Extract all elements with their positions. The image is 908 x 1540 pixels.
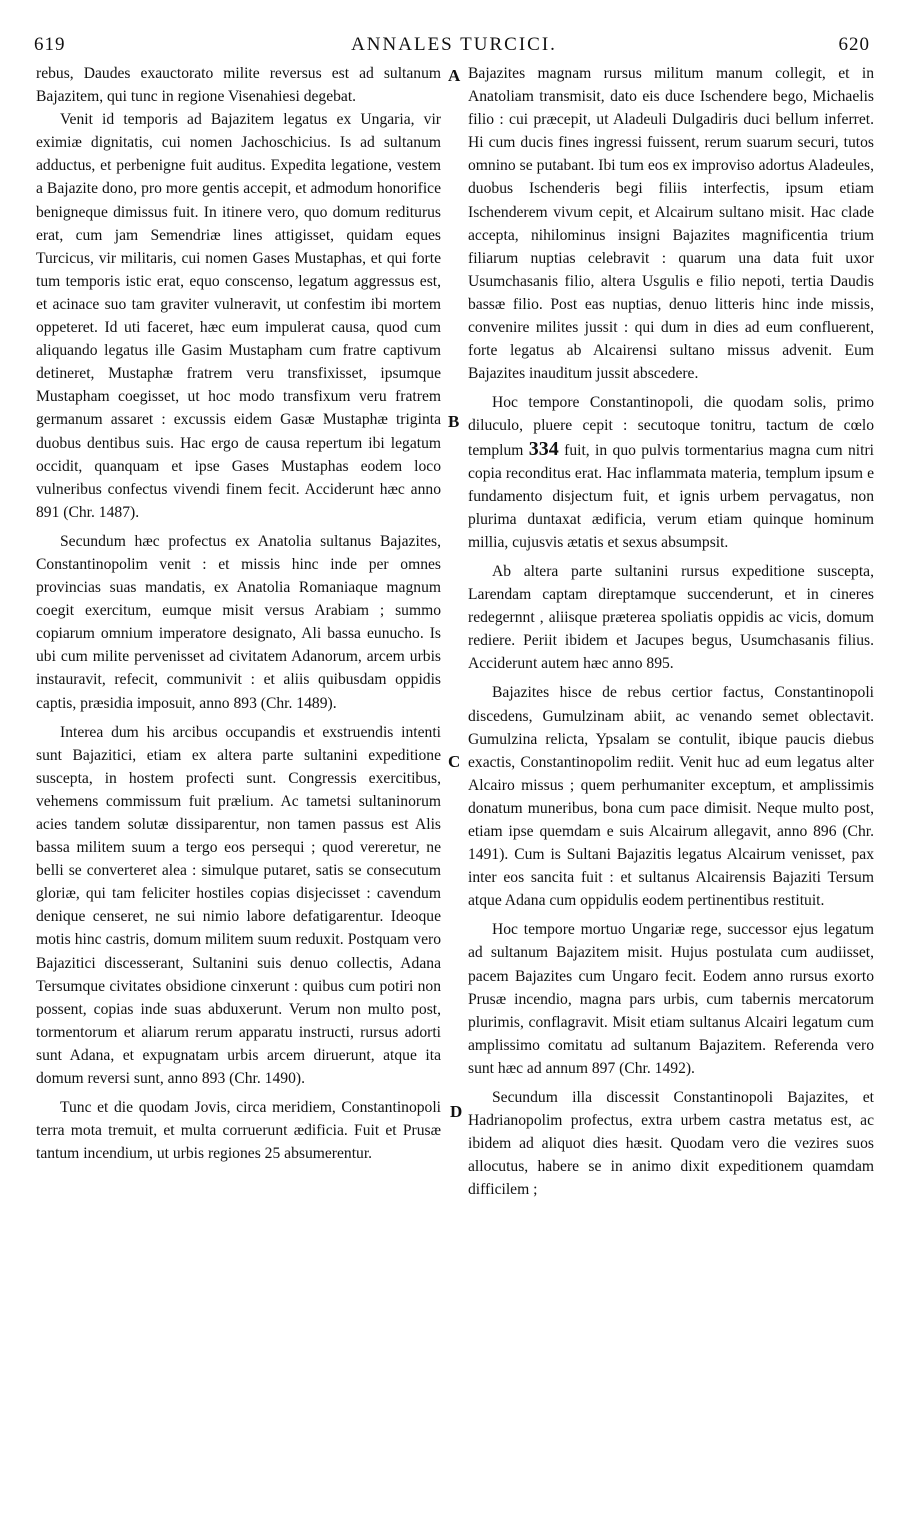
paragraph bbox=[468, 391, 874, 554]
left-text-column bbox=[36, 62, 441, 1165]
running-title: ANNALES TURCICI. bbox=[351, 34, 557, 55]
margin-mark-b: B bbox=[448, 412, 460, 431]
paragraph: Tunc et die quodam Jovis, circa meridiem, Constantinopoli terra mota tremuit, et multa corruerunt ædificia. Fuit et Prusæ tantum incendium, ut urbis regiones 25 absumerentur. bbox=[36, 1099, 441, 1163]
paragraph: Bajazites hisce de rebus certior factus, Constantinopoli discedens, Gumulzinam abiit, ac venando semet oblectavit. Gumulzina relicta, Ypsalam se contulit, ibique paucis diebus exactis, Constantinopolim rediit. Venit huc ad eum legatus alter Alcairo missus ; quem perhumaniter exceptum, et amplissimis donatum muneribus, bona cum pace dimisit. Neque multo post, etiam ipse quemdam e suis Alcairum allegavit, anno 896 (Chr. 1491). Cum is Sultani Bajazitis legatus Alcairum venisset, pax inter eos sancita fuit : et sultanus Alcairensis Bajaziti Tersum atque Adana cum oppidulis eodem pertinentibus restituit. bbox=[468, 684, 874, 910]
margin-mark-a: A bbox=[448, 66, 461, 85]
paragraph: Secundum illa discessit Constantinopoli Bajazites, et Hadrianopolim profectus, extra urbem castra metatus est, ac ibidem ad aliquot dies hæsit. Quodam vero die vezires suos allocutus, habere se in animo dixit expeditionem quamdam difficilem ; bbox=[468, 1089, 874, 1199]
margin-mark-c: C bbox=[448, 752, 461, 771]
paragraph: rebus, Daudes exauctorato milite reversus est ad sultanum Bajazitem, qui tunc in regione Visenahiesi degebat. bbox=[36, 65, 441, 106]
right-text-column bbox=[468, 62, 874, 1202]
original-page-number: 334 bbox=[528, 437, 559, 460]
paragraph: Bajazites magnam rursus militum manum collegit, et in Anatoliam transmisit, dato eis duce Ischendere bego, Michaelis filio : cui præcepit, ut Aladeuli Dulgadiris duci bellum inferret. Hi cum ducis fines ingressi fuissent, rerum suarum securi, tutos omnino se putabant. Ibi tum eos ex improviso adortus Aladeules, duobus Ischenderis begi filiis interfectis, ipsum etiam Ischenderem vivum cepit, et Alcairum sultano misit. Hac clade accepta, nihilominus insigni Bajazites magnificentia trium filiarum nuptias celebravit : quarum una data fuit uxor Usumchasanis filio, altera Usgulis e filio nepoti, tertia Daudis bassæ filio. Post eas nuptias, denuo litteris hinc inde missis, convenire milites jussit : qui dum in dies ad eum confluerent, forte legatus ab Alcairensi sultano missus advenit. Eum Bajazites inauditum jussit abscedere. bbox=[468, 65, 874, 383]
paragraph: Secundum hæc profectus ex Anatolia sultanus Bajazites, Constantinopolim venit : et missis hinc inde per omnes provincias suas mandatis, ex Anatolia Romaniaque magnum coegit exercitum, eumque misit versus Arabiam ; summo copiarum omnium imperatore designato, Ali bassa eunucho. Is ubi cum milite pervenisset ad civitatem Adanorum, arcem urbis instauravit, refecit, communivit : et aliis quibusdam oppidis captis, præsidia imposuit, anno 893 (Chr. 1489). bbox=[36, 532, 441, 712]
margin-mark-d: D bbox=[450, 1102, 463, 1121]
paragraph: Ab altera parte sultanini rursus expeditione suscepta, Larendam captam direptamque succenderunt, et in cineres redegernnt , aliisque præterea spoliatis oppidis ac vicis, domum rediere. Periit ibidem et Jacupes begus, Usumchasanis filius. Acciderunt autem hæc anno 895. bbox=[468, 562, 874, 673]
paragraph: Venit id temporis ad Bajazitem legatus ex Ungaria, vir eximiæ dignitatis, cui nomen Jachoschicius. Is ad sultanum adductus, et perbenigne fuit auditus. Expedita legatione, vestem a Bajazite dono, pro more gentis accepit, et admodum honorifice benigneque dimissus fuit. In itinere vero, quo domum rediturus erat, cum jam Semendriæ lines attigisset, quidam eques Turcicus, vir militaris, cui nomen Gases Mustaphas, et qui forte tum temporis istic erat, equo conscenso, legatum aggressus est, et acinace suo tam graviter vulneravit, ut confestim ibi mortem oppeteret. Id uti faceret, hæc eum impulerat causa, quod cum aliquando legatus ille Gasim Mustapham cum fratre captivum detineret, Mustaphæ fratrem veru transfixisset, ipsumque Mustapham coegisset, ut hoc modo transfixum veru fratrem germanum assaret : excussis eidem Gasæ Mustaphæ triginta duobus dentibus suis. Hac ergo de causa repertum ibi legatum occidit, quanquam et ipse Gases Mustaphas eodem loco vulneribus confectus vivendi finem fecit. Acciderunt hæc anno 891 (Chr. 1487). bbox=[36, 111, 441, 521]
paragraph: Hoc tempore mortuo Ungariæ rege, successor ejus legatum ad sultanum Bajazitem misit. Hujus postulata cum audiisset, pacem Bajazites cum Ungaro fecit. Eodem anno rursus exorto Prusæ incendio, magna pars urbis, cum tabernis mercatorum plurimis, conflagravit. Misit etiam sultanus Alcairi legatum cum amplissimo comitatu ad sultanum Bajazitem. Referenda vero sunt hæc ad annum 897 (Chr. 1492). bbox=[468, 921, 874, 1077]
right-page-number: 620 bbox=[838, 34, 870, 55]
paragraph-text: fuit, in quo pulvis tormentarius magna cum nitri copia reconditus erat. Hac inflammata materia, templum ipsum e fundamento disjectum fuit, et ignis urbem pervagatus, non plurima duntaxat ædificia, verum etiam quinque hominum millia, cujusvis ætatis et sexus absumpsit. bbox=[468, 441, 874, 551]
paragraph-text: Hoc tempore Constantinopoli, die quodam solis, primo diluculo, pluere cepit : secutoque tonitru, tactum de cœlo templum bbox=[468, 394, 874, 459]
paragraph: Interea dum his arcibus occupandis et exstruendis intenti sunt Bajazitici, etiam ex altera parte sultanini expeditione suscepta, in hostem profecti sunt. Congressis exercitibus, vehemens commissum fuit prælium. Ac tametsi sultaninorum acies tandem solutæ dissiparentur, non tamen passus est Alis bassa militem suum a tergo eos persequi ; quod vereretur, ne belli se converteret alea : simulque putaret, satis se consecutum gloriæ, qui tam feliciter hostiles copias disjecisset : cavendum denique censeret, ne sui nimio labore defatigarentur. Ideoque motis hinc castris, domum militem suum reduxit. Postquam vero Bajazitici discesserant, Sultanini suis denuo collectis, Adana Tersumque civitates obsidione cinxerunt : quibus cum potiri non possent, copias inde suas abduxerunt. Verum non multo post, tormentorum et aliarum rerum apparatu instructi, rursus adorti sunt Adana, et expugnatam urbis arcem diruerunt, atque ita domum reversi sunt, anno 893 (Chr. 1490). bbox=[36, 723, 441, 1088]
left-page-number: 619 bbox=[34, 34, 66, 55]
